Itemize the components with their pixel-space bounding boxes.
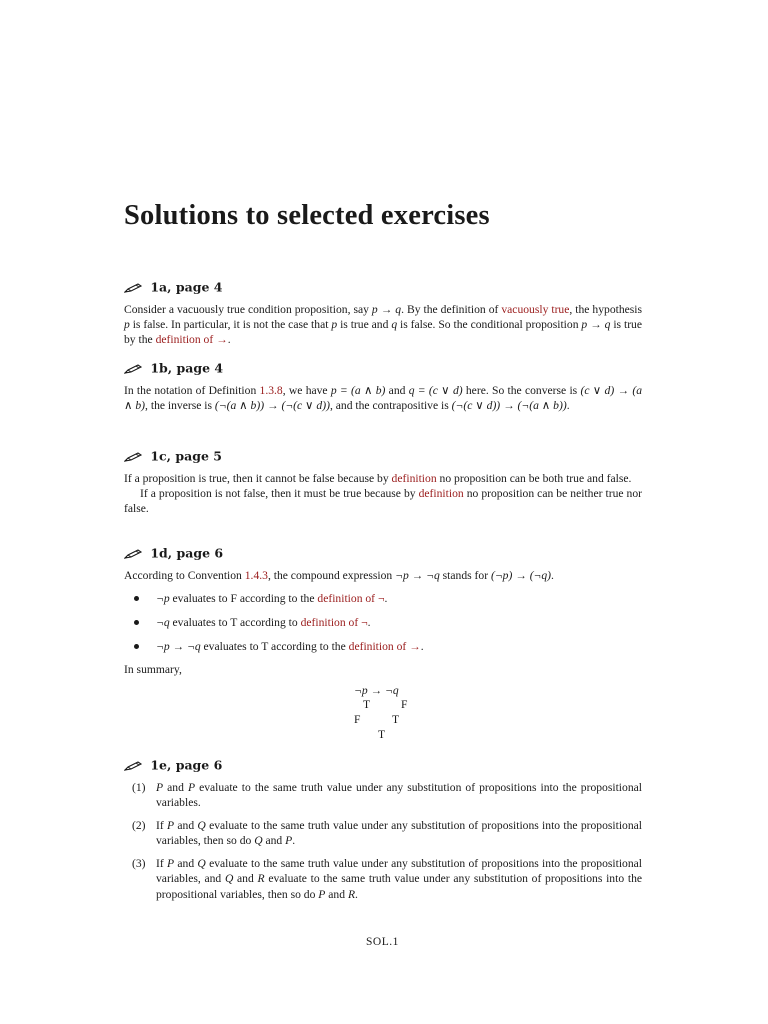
page-number: SOL.1 — [366, 936, 399, 948]
pencil-icon — [124, 364, 142, 374]
exercise-1c-body: If a proposition is true, then it cannot be false because by definition no proposition can be both true and false. If a proposition is not false, then it must be true because by definition no proposition can be neither true nor false. — [124, 472, 642, 516]
list-item: ¬q evaluates to T according to definition of ¬. — [124, 615, 642, 630]
list-item: ¬p evaluates to F according to the definition of ¬. — [124, 591, 642, 606]
bullet-icon — [134, 644, 139, 649]
link-vacuously-true[interactable]: vacuously true — [501, 303, 570, 316]
exercise-heading: 1c, page 5 — [124, 448, 642, 464]
page-title: Solutions to selected exercises — [124, 200, 490, 231]
pencil-icon — [124, 761, 142, 771]
list-item: (2) If P and Q evaluate to the same truth value under any substitution of propositions into the propositional variables, then so do Q and P. — [132, 819, 643, 848]
exercise-heading: 1b, page 4 — [124, 360, 642, 376]
exercise-1a — [124, 279, 642, 347]
bullet-list — [124, 591, 642, 654]
list-item: (3) If P and Q evaluate to the same truth value under any substitution of propositions into the propositional variables, and Q and R evaluate to the same truth value under any substitution of propositions into the propositional variables, then so do P and R. — [132, 857, 643, 901]
link-definition[interactable]: definition — [418, 487, 464, 501]
bullet-icon — [134, 620, 139, 625]
exercise-1a-body: Consider a vacuously true condition proposition, say p → q. By the definition of vacuously true, the hypothesis p is false. In particular, it is not the case that p is true and q is false. So the conditional proposition p → q is true by the definition of →. — [124, 303, 643, 347]
tree-value: T — [363, 698, 371, 712]
numbered-list — [124, 780, 642, 902]
exercise-heading: 1a, page 4 — [124, 279, 642, 295]
exercise-heading: 1e, page 6 — [124, 757, 642, 773]
link-convention-1-4-3[interactable]: 1.4.3 — [244, 569, 268, 582]
document-page — [124, 0, 642, 1024]
link-definition-of-not[interactable]: definition of ¬ — [317, 592, 385, 606]
tree-value: T — [378, 728, 386, 742]
exercise-1e — [124, 757, 642, 910]
tree-value: F — [401, 698, 408, 712]
link-definition[interactable]: definition — [391, 472, 437, 485]
link-definition-1-3-8[interactable]: 1.3.8 — [259, 384, 283, 397]
pencil-icon — [124, 549, 142, 559]
list-item: ¬p → ¬q evaluates to T according to the definition of →. — [124, 639, 642, 654]
exercise-1d — [124, 545, 642, 743]
exercise-1c — [124, 448, 642, 516]
tree-expression: ¬p → ¬q — [354, 684, 399, 698]
exercise-1d-body: According to Convention 1.4.3, the compound expression ¬p → ¬q stands for (¬p) → (¬q). ¬p evaluates to F according to the definition of ¬. ¬q evaluates to T according to definition of ¬. ¬p → ¬q evaluates to T according to the definition of →. In summary, ¬p → ¬q T F F T T — [124, 568, 642, 743]
evaluation-tree — [124, 683, 642, 743]
link-definition-of-implies[interactable]: definition of → — [348, 640, 421, 654]
exercise-heading: 1d, page 6 — [124, 545, 642, 561]
link-definition-of-implies[interactable]: definition of → — [155, 333, 228, 347]
pencil-icon — [124, 452, 142, 462]
tree-value: T — [392, 713, 400, 727]
exercise-1b — [124, 360, 642, 413]
bullet-icon — [134, 596, 139, 601]
pencil-icon — [124, 283, 142, 293]
list-item: (1) P and P evaluate to the same truth value under any substitution of propositions into the propositional variables. — [132, 781, 642, 810]
tree-value: F — [354, 713, 361, 727]
link-definition-of-not[interactable]: definition of ¬ — [300, 616, 368, 630]
exercise-1e-body — [124, 780, 642, 902]
summary-label: In summary, — [124, 663, 182, 677]
exercise-1b-body: In the notation of Definition 1.3.8, we have p = (a ∧ b) and q = (c ∨ d) here. So the converse is (c ∨ d) → (a ∧ b), the inverse is (¬(a ∧ b)) → (¬(c ∨ d)), and the contrapositive is (¬(c ∨ d)) → (¬(a ∧ b)). — [124, 384, 643, 413]
